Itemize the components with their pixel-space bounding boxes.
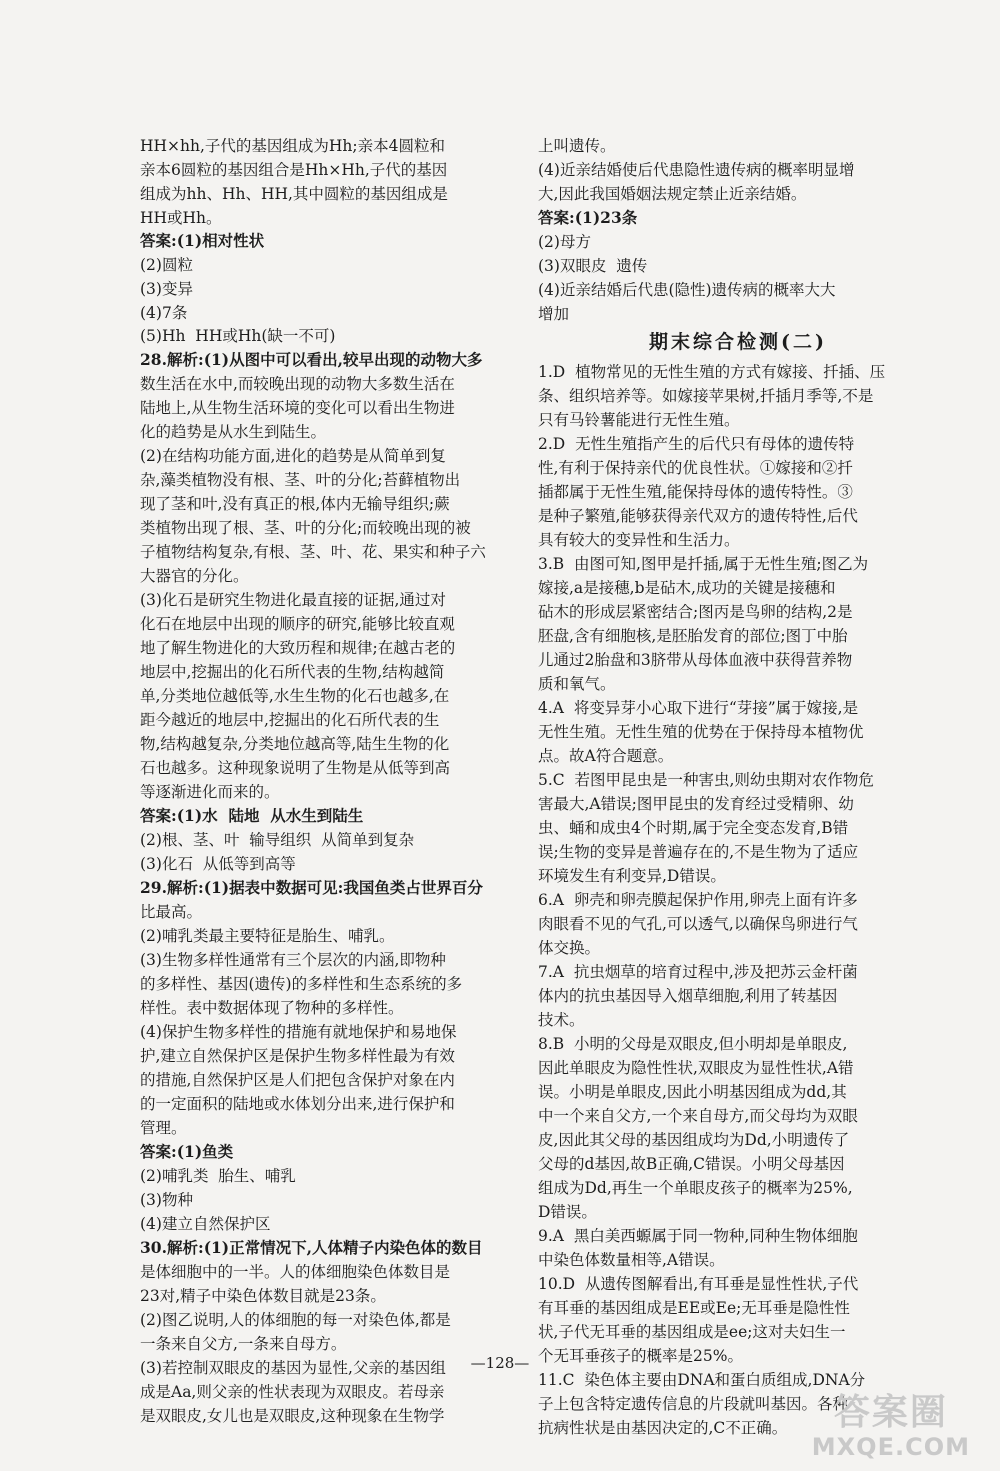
text-line: (4)近亲结婚使后代患隐性遗传病的概率明显增 [538, 161, 855, 179]
text-line: 因此单眼皮为隐性性状,双眼皮为显性性状,A错 [538, 1059, 854, 1077]
text-line: 成是Aa,则父亲的性状表现为双眼皮。若母亲 [140, 1383, 445, 1401]
text-line: 6.A 卵壳和卵壳膜起保护作用,卵壳上面有许多 [538, 891, 858, 909]
text-line: 有耳垂的基因组成是EE或Ee;无耳垂是隐性性 [538, 1299, 850, 1317]
text-line: 无性生殖。无性生殖的优势在于保持母本植物优 [538, 723, 864, 741]
text-line: 子上包含特定遗传信息的片段就叫基因。各种 [538, 1395, 849, 1413]
text-line: 虫、蛹和成虫4个时期,属于完全变态发育,B错 [538, 819, 849, 837]
text-line: (4)建立自然保护区 [140, 1215, 271, 1233]
question-28-line: 28.解析:(1)从图中可以看出,较早出现的动物大多 [140, 350, 483, 369]
text-line: 化石在地层中出现的顺序的研究,能够比较直观 [140, 615, 455, 633]
text-line: (5)Hh HH或Hh(缺一不可) [140, 327, 336, 345]
text-line: 父母的d基因,故B正确,C错误。小明父母基因 [538, 1155, 845, 1173]
text-line: (3)变异 [140, 280, 193, 298]
text-line: (3)物种 [140, 1191, 193, 1209]
text-line: (2)图乙说明,人的体细胞的每一对染色体,都是 [140, 1311, 451, 1329]
text-line: 体内的抗虫基因导入烟草细胞,利用了转基因 [538, 987, 838, 1005]
text-line: 个无耳垂孩子的概率是25%。 [538, 1347, 743, 1365]
text-line: 组成为Dd,再生一个单眼皮孩子的概率为25%, [538, 1179, 853, 1197]
text-line: 组成为hh、Hh、HH,其中圆粒的基因组成是 [140, 185, 448, 203]
text-line: 等逐渐进化而来的。 [140, 783, 280, 801]
text-line: (2)在结构功能方面,进化的趋势是从简单到复 [140, 447, 446, 465]
text-line: 的措施,自然保护区是人们把包含保护对象在内 [140, 1071, 455, 1089]
text-line: 陆地上,从生物生活环境的变化可以看出生物进 [140, 399, 455, 417]
text-line: 杂,藻类植物没有根、茎、叶的分化;苔藓植物出 [140, 471, 461, 489]
text-line: 插都属于无性生殖,能保持母体的遗传特性。③ [538, 483, 853, 501]
text-line: (4)7条 [140, 304, 188, 322]
text-line: 砧木的形成层紧密结合;图丙是鸟卵的结构,2是 [538, 603, 853, 621]
text-line: (4)近亲结婚后代患(隐性)遗传病的概率大大 [538, 281, 836, 299]
text-line: 是双眼皮,女儿也是双眼皮,这种现象在生物学 [140, 1407, 445, 1425]
text-line: 环境发生有利变异,D错误。 [538, 867, 726, 885]
text-line: 9.A 黑白美西螈属于同一物种,同种生物体细胞 [538, 1227, 858, 1245]
answer-line: 答案:(1)相对性状 [140, 231, 265, 250]
text-line: 中染色体数量相等,A错误。 [538, 1251, 725, 1269]
question-30-line: 30.解析:(1)正常情况下,人体精子内染色体的数目 [140, 1238, 483, 1257]
text-line: 的多样性、基因(遗传)的多样性和生态系统的多 [140, 975, 463, 993]
text-line: (3)双眼皮 遗传 [538, 257, 648, 275]
text-line: 嫁接,a是接穗,b是砧木,成功的关键是接穗和 [538, 579, 836, 597]
section-title: 期末综合检测(二) [649, 331, 827, 353]
text-line: 4.A 将变异芽小心取下进行“芽接”属于嫁接,是 [538, 699, 859, 717]
text-line: 儿通过2胎盘和3脐带从母体血液中获得营养物 [538, 651, 853, 669]
text-line: 比最高。 [140, 903, 203, 921]
text-line: (3)化石是研究生物进化最直接的证据,通过对 [140, 591, 446, 609]
text-line: 增加 [538, 305, 570, 323]
text-line: 10.D 从遗传图解看出,有耳垂是显性性状,子代 [538, 1275, 859, 1293]
text-line: 11.C 染色体主要由DNA和蛋白质组成,DNA分 [538, 1371, 866, 1389]
question-29-line: 29.解析:(1)据表中数据可见:我国鱼类占世界百分 [140, 878, 483, 897]
text-line: 状,子代无耳垂的基因组成是ee;这对夫妇生一 [538, 1323, 846, 1341]
text-line: 点。故A符合题意。 [538, 747, 674, 765]
watermark-url: MXQE.COM [811, 1433, 970, 1461]
text-line: 大器官的分化。 [140, 567, 249, 585]
text-line: 管理。 [140, 1119, 187, 1137]
text-line: 距今越近的地层中,挖掘出的化石所代表的生 [140, 711, 440, 729]
text-line: D错误。 [538, 1203, 597, 1221]
page-number: —128— [470, 1354, 530, 1372]
text-line: 抗病性状是由基因决定的,C不正确。 [538, 1419, 788, 1437]
text-line: 大,因此我国婚姻法规定禁止近亲结婚。 [538, 185, 807, 203]
text-line: 2.D 无性生殖指产生的后代只有母体的遗传特 [538, 435, 855, 453]
text-line: (2)圆粒 [140, 256, 193, 274]
text-line: 一条来自父方,一条来自母方。 [140, 1335, 347, 1353]
text-line: (3)化石 从低等到高等 [140, 855, 296, 873]
text-line: 5.C 若图甲昆虫是一种害虫,则幼虫期对农作物危 [538, 771, 874, 789]
text-line: 子植物结构复杂,有根、茎、叶、花、果实和种子六 [140, 543, 486, 561]
text-line: 8.B 小明的父母是双眼皮,但小明却是单眼皮, [538, 1035, 848, 1053]
text-line: HH或Hh。 [140, 209, 222, 227]
text-line: 护,建立自然保护区是保护生物多样性最为有效 [140, 1047, 455, 1065]
text-line: 亲本6圆粒的基因组合是Hh×Hh,子代的基因 [140, 161, 448, 179]
text-line: 的一定面积的陆地或水体划分出来,进行保护和 [140, 1095, 455, 1113]
text-line: 石也越多。这种现象说明了生物是从低等到高 [140, 759, 451, 777]
watermark [811, 1392, 970, 1461]
text-line: 地层中,挖掘出的化石所代表的生物,结构越简 [140, 663, 445, 681]
text-line: 地了解生物进化的大致历程和规律;在越古老的 [140, 639, 456, 657]
text-line: 23对,精子中染色体数目就是23条。 [140, 1287, 386, 1305]
text-line: (3)若控制双眼皮的基因为显性,父亲的基因组 [140, 1359, 446, 1377]
text-line: 皮,因此其父母的基因组成均为Dd,小明遗传了 [538, 1131, 850, 1149]
answer-line: 答案:(1)鱼类 [140, 1142, 234, 1161]
text-line: 误。小明是单眼皮,因此小明基因组成为dd,其 [538, 1083, 847, 1101]
text-line: 物,结构越复杂,分类地位越高等,陆生生物的化 [140, 735, 450, 753]
text-line: 技术。 [538, 1011, 585, 1029]
text-line: 类植物出现了根、茎、叶的分化;而较晚出现的被 [140, 519, 471, 537]
text-line: (2)哺乳类 胎生、哺乳 [140, 1167, 296, 1185]
text-line: 肉眼看不见的气孔,可以透气,以确保鸟卵进行气 [538, 915, 858, 933]
answer-line: 答案:(1)水 陆地 从水生到陆生 [140, 806, 364, 825]
answer-line: 答案:(1)23条 [538, 208, 638, 227]
text-line: 数生活在水中,而较晚出现的动物大多数生活在 [140, 375, 455, 393]
text-line: HH×hh,子代的基因组成为Hh;亲本4圆粒和 [140, 137, 445, 155]
text-line: 1.D 植物常见的无性生殖的方式有嫁接、扦插、压 [538, 363, 886, 381]
text-line: (2)根、茎、叶 输导组织 从简单到复杂 [140, 831, 415, 849]
text-line: 化的趋势是从水生到陆生。 [140, 423, 327, 441]
text-line: (2)哺乳类最主要特征是胎生、哺乳。 [140, 927, 395, 945]
watermark-logo-text: 答案圈 [833, 1392, 948, 1433]
text-line: 样性。表中数据体现了物种的多样性。 [140, 999, 404, 1017]
text-line: 现了茎和叶,没有真正的根,体内无输导组织;蕨 [140, 495, 450, 513]
text-line: 上叫遗传。 [538, 137, 616, 155]
text-line: (3)生物多样性通常有三个层次的内涵,即物种 [140, 951, 446, 969]
text-line: 性,有利于保持亲代的优良性状。①嫁接和②扦 [538, 459, 853, 477]
text-line: 3.B 由图可知,图甲是扦插,属于无性生殖;图乙为 [538, 555, 869, 573]
text-line: 具有较大的变异性和生活力。 [538, 531, 740, 549]
text-line: 质和氧气。 [538, 675, 616, 693]
text-line: 中一个来自父方,一个来自母方,而父母均为双眼 [538, 1107, 858, 1125]
text-line: (2)母方 [538, 233, 591, 251]
text-line: 误;生物的变异是普遍存在的,不是生物为了适应 [538, 843, 859, 861]
text-line: 体交换。 [538, 939, 601, 957]
text-line: (4)保护生物多样性的措施有就地保护和易地保 [140, 1023, 457, 1041]
text-line: 是体细胞中的一半。人的体细胞染色体数目是 [140, 1263, 451, 1281]
text-line: 只有马铃薯能进行无性生殖。 [538, 411, 740, 429]
text-line: 单,分类地位越低等,水生生物的化石也越多,在 [140, 687, 450, 705]
text-line: 害最大,A错误;图甲昆虫的发育经过受精卵、幼 [538, 795, 854, 813]
text-line: 胚盘,含有细胞核,是胚胎发育的部位;图丁中胎 [538, 627, 848, 645]
text-line: 条、组织培养等。如嫁接苹果树,扦插月季等,不是 [538, 387, 874, 405]
text-line: 7.A 抗虫烟草的培育过程中,涉及把苏云金杆菌 [538, 963, 858, 981]
text-line: 是种子繁殖,能够获得亲代双方的遗传特性,后代 [538, 507, 858, 525]
